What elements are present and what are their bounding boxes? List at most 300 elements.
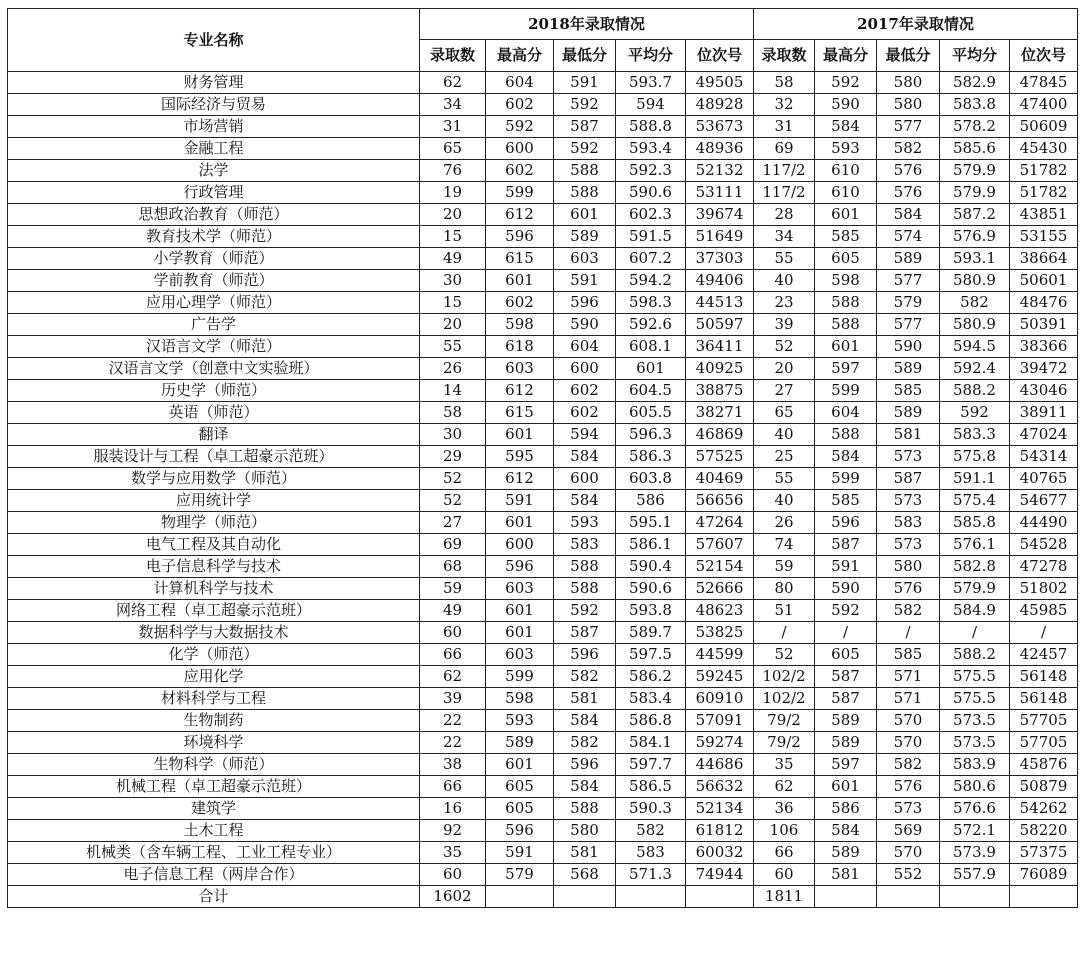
major-name-cell: 土木工程 <box>8 820 420 842</box>
min-cell-2018: 587 <box>554 622 616 644</box>
min-cell-2018: 591 <box>554 270 616 292</box>
rank-cell-2018: 53673 <box>686 116 754 138</box>
count-cell-2017: 117/2 <box>754 182 815 204</box>
min-cell-2018: 591 <box>554 72 616 94</box>
major-name-cell: 物理学（师范） <box>8 512 420 534</box>
min-cell-2018: 568 <box>554 864 616 886</box>
count-cell-2018: 38 <box>420 754 486 776</box>
count-cell-2018: 27 <box>420 512 486 534</box>
min-cell-2017: 585 <box>877 380 940 402</box>
max-cell-2018: 604 <box>486 72 554 94</box>
major-name-cell: 数据科学与大数据技术 <box>8 622 420 644</box>
count-cell-2017: 20 <box>754 358 815 380</box>
count-cell-2018: 69 <box>420 534 486 556</box>
avg-cell-2018: 591.5 <box>616 226 686 248</box>
group-header-2018: 2018年录取情况 <box>420 9 754 40</box>
count-cell-2018: 31 <box>420 116 486 138</box>
max-cell-2018: 603 <box>486 358 554 380</box>
min-cell-2017: 577 <box>877 270 940 292</box>
rank-cell-2018: 39674 <box>686 204 754 226</box>
rank-cell-2017: 54314 <box>1010 446 1078 468</box>
max-cell-2017: 596 <box>815 512 877 534</box>
major-name-cell: 电气工程及其自动化 <box>8 534 420 556</box>
major-name-cell: 材料科学与工程 <box>8 688 420 710</box>
min-cell-2017: 570 <box>877 732 940 754</box>
rank-cell-2017: 50879 <box>1010 776 1078 798</box>
min-cell-2018: 592 <box>554 138 616 160</box>
avg-cell-2017: 585.8 <box>940 512 1010 534</box>
max-cell-2018: 596 <box>486 820 554 842</box>
group-header-2017: 2017年录取情况 <box>754 9 1078 40</box>
table-row <box>8 622 1078 644</box>
max-cell-2017: 587 <box>815 666 877 688</box>
max-cell-2017: 605 <box>815 248 877 270</box>
rank-cell-2018: 57091 <box>686 710 754 732</box>
count-cell-2018: 15 <box>420 292 486 314</box>
avg-cell-2017: 588.2 <box>940 380 1010 402</box>
empty-cell <box>1010 886 1078 908</box>
max-cell-2018: 592 <box>486 116 554 138</box>
rank-cell-2017: 38366 <box>1010 336 1078 358</box>
major-name-cell: 计算机科学与技术 <box>8 578 420 600</box>
min-cell-2018: 581 <box>554 842 616 864</box>
table-row <box>8 270 1078 292</box>
rank-cell-2018: 53825 <box>686 622 754 644</box>
min-cell-2017: 589 <box>877 358 940 380</box>
min-cell-2017: 570 <box>877 842 940 864</box>
col-header-rank-2017: 位次号 <box>1010 40 1078 72</box>
max-cell-2017: 597 <box>815 754 877 776</box>
max-cell-2018: 599 <box>486 182 554 204</box>
max-cell-2018: 605 <box>486 776 554 798</box>
table-row <box>8 380 1078 402</box>
table-row <box>8 490 1078 512</box>
min-cell-2018: 582 <box>554 732 616 754</box>
max-cell-2017: 593 <box>815 138 877 160</box>
table-row <box>8 72 1078 94</box>
rank-cell-2018: 50597 <box>686 314 754 336</box>
rank-cell-2018: 60032 <box>686 842 754 864</box>
table-row <box>8 226 1078 248</box>
rank-cell-2018: 60910 <box>686 688 754 710</box>
max-cell-2018: 601 <box>486 512 554 534</box>
max-cell-2018: 605 <box>486 798 554 820</box>
avg-cell-2018: 590.3 <box>616 798 686 820</box>
avg-cell-2018: 586.1 <box>616 534 686 556</box>
avg-cell-2017: 592 <box>940 402 1010 424</box>
min-cell-2017: 576 <box>877 776 940 798</box>
avg-cell-2017: 579.9 <box>940 160 1010 182</box>
min-cell-2018: 584 <box>554 776 616 798</box>
avg-cell-2017: 579.9 <box>940 578 1010 600</box>
table-row <box>8 688 1078 710</box>
min-cell-2018: 583 <box>554 534 616 556</box>
empty-cell <box>486 886 554 908</box>
rank-cell-2017: 45985 <box>1010 600 1078 622</box>
max-cell-2017: 601 <box>815 776 877 798</box>
min-cell-2018: 604 <box>554 336 616 358</box>
table-row <box>8 556 1078 578</box>
avg-cell-2017: 578.2 <box>940 116 1010 138</box>
count-cell-2018: 19 <box>420 182 486 204</box>
table-row <box>8 754 1078 776</box>
max-cell-2018: 596 <box>486 226 554 248</box>
max-cell-2017: 599 <box>815 468 877 490</box>
rank-cell-2018: 48928 <box>686 94 754 116</box>
count-cell-2017: 102/2 <box>754 688 815 710</box>
admission-table-container <box>7 8 1078 908</box>
max-cell-2017: 592 <box>815 600 877 622</box>
max-cell-2018: 593 <box>486 710 554 732</box>
max-cell-2017: / <box>815 622 877 644</box>
major-name-cell: 应用统计学 <box>8 490 420 512</box>
avg-cell-2017: 572.1 <box>940 820 1010 842</box>
table-body <box>8 72 1078 886</box>
table-row <box>8 468 1078 490</box>
major-name-cell: 应用化学 <box>8 666 420 688</box>
table-row <box>8 138 1078 160</box>
count-cell-2018: 66 <box>420 644 486 666</box>
max-cell-2018: 598 <box>486 688 554 710</box>
min-cell-2017: 582 <box>877 754 940 776</box>
min-cell-2018: 580 <box>554 820 616 842</box>
count-cell-2017: 52 <box>754 644 815 666</box>
avg-cell-2017: / <box>940 622 1010 644</box>
rank-cell-2018: 44686 <box>686 754 754 776</box>
avg-cell-2017: 583.3 <box>940 424 1010 446</box>
col-header-avg-2017: 平均分 <box>940 40 1010 72</box>
count-cell-2017: 26 <box>754 512 815 534</box>
avg-cell-2018: 604.5 <box>616 380 686 402</box>
max-cell-2017: 586 <box>815 798 877 820</box>
max-cell-2018: 601 <box>486 622 554 644</box>
rank-cell-2017: 56148 <box>1010 666 1078 688</box>
admission-table <box>7 8 1078 908</box>
major-name-cell: 汉语言文学（创意中文实验班） <box>8 358 420 380</box>
count-cell-2018: 39 <box>420 688 486 710</box>
avg-cell-2018: 592.3 <box>616 160 686 182</box>
table-row <box>8 248 1078 270</box>
count-cell-2018: 52 <box>420 490 486 512</box>
count-cell-2017: 40 <box>754 424 815 446</box>
table-row <box>8 182 1078 204</box>
major-name-cell: 生物制药 <box>8 710 420 732</box>
min-cell-2018: 600 <box>554 468 616 490</box>
total-count-2017: 1811 <box>754 886 815 908</box>
rank-cell-2018: 46869 <box>686 424 754 446</box>
rank-cell-2018: 38271 <box>686 402 754 424</box>
col-header-count-2017: 录取数 <box>754 40 815 72</box>
max-cell-2018: 595 <box>486 446 554 468</box>
rank-cell-2017: 51782 <box>1010 182 1078 204</box>
max-cell-2018: 591 <box>486 490 554 512</box>
rank-cell-2017: 50601 <box>1010 270 1078 292</box>
major-name-cell: 服装设计与工程（卓工超豪示范班） <box>8 446 420 468</box>
min-cell-2018: 584 <box>554 490 616 512</box>
count-cell-2018: 66 <box>420 776 486 798</box>
min-cell-2017: 576 <box>877 182 940 204</box>
min-cell-2017: 579 <box>877 292 940 314</box>
table-row <box>8 534 1078 556</box>
max-cell-2018: 600 <box>486 534 554 556</box>
min-cell-2018: 589 <box>554 226 616 248</box>
rank-cell-2018: 36411 <box>686 336 754 358</box>
max-cell-2018: 603 <box>486 578 554 600</box>
rank-cell-2017: 38911 <box>1010 402 1078 424</box>
count-cell-2018: 30 <box>420 424 486 446</box>
avg-cell-2017: 584.9 <box>940 600 1010 622</box>
major-name-cell: 英语（师范） <box>8 402 420 424</box>
min-cell-2017: 581 <box>877 424 940 446</box>
avg-cell-2018: 601 <box>616 358 686 380</box>
count-cell-2017: 40 <box>754 490 815 512</box>
empty-cell <box>940 886 1010 908</box>
count-cell-2017: 31 <box>754 116 815 138</box>
avg-cell-2018: 584.1 <box>616 732 686 754</box>
avg-cell-2017: 587.2 <box>940 204 1010 226</box>
major-name-cell: 市场营销 <box>8 116 420 138</box>
min-cell-2018: 602 <box>554 380 616 402</box>
min-cell-2017: 576 <box>877 578 940 600</box>
count-cell-2018: 59 <box>420 578 486 600</box>
empty-cell <box>877 886 940 908</box>
avg-cell-2018: 603.8 <box>616 468 686 490</box>
major-name-cell: 广告学 <box>8 314 420 336</box>
min-cell-2018: 584 <box>554 446 616 468</box>
max-cell-2017: 585 <box>815 490 877 512</box>
avg-cell-2018: 586.5 <box>616 776 686 798</box>
rank-cell-2018: 59274 <box>686 732 754 754</box>
avg-cell-2018: 594 <box>616 94 686 116</box>
table-row <box>8 600 1078 622</box>
count-cell-2017: 79/2 <box>754 732 815 754</box>
min-cell-2017: 582 <box>877 138 940 160</box>
count-cell-2017: 66 <box>754 842 815 864</box>
max-cell-2017: 584 <box>815 446 877 468</box>
min-cell-2018: 601 <box>554 204 616 226</box>
max-cell-2017: 589 <box>815 732 877 754</box>
major-name-cell: 法学 <box>8 160 420 182</box>
min-cell-2017: 552 <box>877 864 940 886</box>
avg-cell-2017: 592.4 <box>940 358 1010 380</box>
major-name-cell: 网络工程（卓工超豪示范班） <box>8 600 420 622</box>
min-cell-2017: 574 <box>877 226 940 248</box>
avg-cell-2017: 580.6 <box>940 776 1010 798</box>
rank-cell-2018: 57525 <box>686 446 754 468</box>
count-cell-2017: 69 <box>754 138 815 160</box>
count-cell-2018: 35 <box>420 842 486 864</box>
count-cell-2017: 32 <box>754 94 815 116</box>
major-name-cell: 机械类（含车辆工程、工业工程专业） <box>8 842 420 864</box>
avg-cell-2017: 585.6 <box>940 138 1010 160</box>
count-cell-2017: 55 <box>754 468 815 490</box>
avg-cell-2017: 573.9 <box>940 842 1010 864</box>
avg-cell-2018: 583 <box>616 842 686 864</box>
max-cell-2018: 596 <box>486 556 554 578</box>
max-cell-2018: 601 <box>486 600 554 622</box>
count-cell-2017: 62 <box>754 776 815 798</box>
major-name-cell: 历史学（师范） <box>8 380 420 402</box>
col-header-count-2018: 录取数 <box>420 40 486 72</box>
table-row <box>8 204 1078 226</box>
rank-cell-2017: 57705 <box>1010 732 1078 754</box>
table-row <box>8 314 1078 336</box>
avg-cell-2018: 593.4 <box>616 138 686 160</box>
rank-cell-2018: 53111 <box>686 182 754 204</box>
min-cell-2017: 580 <box>877 94 940 116</box>
rank-cell-2017: 39472 <box>1010 358 1078 380</box>
max-cell-2018: 601 <box>486 424 554 446</box>
count-cell-2017: 28 <box>754 204 815 226</box>
table-row <box>8 732 1078 754</box>
rank-cell-2017: 47278 <box>1010 556 1078 578</box>
major-name-cell: 思想政治教育（师范） <box>8 204 420 226</box>
rank-cell-2017: 54528 <box>1010 534 1078 556</box>
count-cell-2017: 79/2 <box>754 710 815 732</box>
max-cell-2017: 587 <box>815 534 877 556</box>
min-cell-2017: 585 <box>877 644 940 666</box>
max-cell-2018: 615 <box>486 402 554 424</box>
table-row <box>8 776 1078 798</box>
rank-cell-2017: / <box>1010 622 1078 644</box>
rank-cell-2017: 56148 <box>1010 688 1078 710</box>
count-cell-2017: 35 <box>754 754 815 776</box>
min-cell-2018: 596 <box>554 644 616 666</box>
major-name-cell: 财务管理 <box>8 72 420 94</box>
max-cell-2017: 599 <box>815 380 877 402</box>
count-cell-2018: 65 <box>420 138 486 160</box>
count-cell-2017: 102/2 <box>754 666 815 688</box>
avg-cell-2018: 597.7 <box>616 754 686 776</box>
count-cell-2017: 117/2 <box>754 160 815 182</box>
count-cell-2017: 51 <box>754 600 815 622</box>
max-cell-2017: 592 <box>815 72 877 94</box>
table-row <box>8 358 1078 380</box>
avg-cell-2018: 598.3 <box>616 292 686 314</box>
min-cell-2018: 584 <box>554 710 616 732</box>
rank-cell-2018: 56656 <box>686 490 754 512</box>
count-cell-2017: / <box>754 622 815 644</box>
count-cell-2018: 92 <box>420 820 486 842</box>
count-cell-2017: 36 <box>754 798 815 820</box>
rank-cell-2017: 45876 <box>1010 754 1078 776</box>
max-cell-2018: 612 <box>486 204 554 226</box>
major-name-cell: 学前教育（师范） <box>8 270 420 292</box>
avg-cell-2018: 588.8 <box>616 116 686 138</box>
avg-cell-2018: 592.6 <box>616 314 686 336</box>
rank-cell-2018: 74944 <box>686 864 754 886</box>
count-cell-2018: 49 <box>420 248 486 270</box>
rank-cell-2017: 50609 <box>1010 116 1078 138</box>
min-cell-2018: 581 <box>554 688 616 710</box>
min-cell-2017: 573 <box>877 490 940 512</box>
rank-cell-2017: 43046 <box>1010 380 1078 402</box>
avg-cell-2018: 593.7 <box>616 72 686 94</box>
max-cell-2018: 612 <box>486 380 554 402</box>
count-cell-2018: 62 <box>420 666 486 688</box>
avg-cell-2018: 582 <box>616 820 686 842</box>
min-cell-2017: 577 <box>877 116 940 138</box>
min-cell-2017: / <box>877 622 940 644</box>
rank-cell-2017: 47845 <box>1010 72 1078 94</box>
rank-cell-2017: 58220 <box>1010 820 1078 842</box>
min-cell-2018: 588 <box>554 798 616 820</box>
max-cell-2017: 588 <box>815 314 877 336</box>
avg-cell-2018: 602.3 <box>616 204 686 226</box>
avg-cell-2017: 573.5 <box>940 732 1010 754</box>
max-cell-2017: 584 <box>815 820 877 842</box>
avg-cell-2017: 580.9 <box>940 270 1010 292</box>
rank-cell-2018: 59245 <box>686 666 754 688</box>
count-cell-2017: 55 <box>754 248 815 270</box>
avg-cell-2017: 576.1 <box>940 534 1010 556</box>
count-cell-2017: 52 <box>754 336 815 358</box>
rank-cell-2018: 38875 <box>686 380 754 402</box>
table-row <box>8 644 1078 666</box>
major-name-cell: 环境科学 <box>8 732 420 754</box>
rank-cell-2018: 49406 <box>686 270 754 292</box>
table-row <box>8 292 1078 314</box>
count-cell-2018: 22 <box>420 732 486 754</box>
max-cell-2017: 589 <box>815 710 877 732</box>
rank-cell-2018: 52666 <box>686 578 754 600</box>
max-cell-2017: 601 <box>815 204 877 226</box>
min-cell-2017: 580 <box>877 556 940 578</box>
count-cell-2018: 76 <box>420 160 486 182</box>
avg-cell-2017: 579.9 <box>940 182 1010 204</box>
min-cell-2017: 587 <box>877 468 940 490</box>
rank-cell-2017: 54262 <box>1010 798 1078 820</box>
empty-cell <box>686 886 754 908</box>
max-cell-2017: 585 <box>815 226 877 248</box>
rank-cell-2018: 44599 <box>686 644 754 666</box>
count-cell-2018: 30 <box>420 270 486 292</box>
max-cell-2018: 602 <box>486 160 554 182</box>
table-row <box>8 666 1078 688</box>
avg-cell-2018: 590.6 <box>616 578 686 600</box>
count-cell-2018: 26 <box>420 358 486 380</box>
rank-cell-2017: 40765 <box>1010 468 1078 490</box>
rank-cell-2018: 61812 <box>686 820 754 842</box>
count-cell-2018: 49 <box>420 600 486 622</box>
min-cell-2017: 576 <box>877 160 940 182</box>
avg-cell-2017: 575.4 <box>940 490 1010 512</box>
rank-cell-2017: 47400 <box>1010 94 1078 116</box>
min-cell-2017: 577 <box>877 314 940 336</box>
avg-cell-2018: 595.1 <box>616 512 686 534</box>
min-cell-2017: 580 <box>877 72 940 94</box>
max-cell-2017: 610 <box>815 160 877 182</box>
major-name-cell: 生物科学（师范） <box>8 754 420 776</box>
max-cell-2017: 610 <box>815 182 877 204</box>
count-cell-2017: 25 <box>754 446 815 468</box>
min-cell-2018: 587 <box>554 116 616 138</box>
major-name-cell: 行政管理 <box>8 182 420 204</box>
min-cell-2017: 569 <box>877 820 940 842</box>
max-cell-2017: 604 <box>815 402 877 424</box>
avg-cell-2017: 575.8 <box>940 446 1010 468</box>
count-cell-2017: 34 <box>754 226 815 248</box>
max-cell-2017: 598 <box>815 270 877 292</box>
min-cell-2017: 573 <box>877 446 940 468</box>
avg-cell-2018: 571.3 <box>616 864 686 886</box>
rank-cell-2017: 44490 <box>1010 512 1078 534</box>
col-header-avg-2018: 平均分 <box>616 40 686 72</box>
rank-cell-2017: 57705 <box>1010 710 1078 732</box>
major-name-cell: 电子信息工程（两岸合作） <box>8 864 420 886</box>
count-cell-2018: 16 <box>420 798 486 820</box>
count-cell-2018: 60 <box>420 864 486 886</box>
